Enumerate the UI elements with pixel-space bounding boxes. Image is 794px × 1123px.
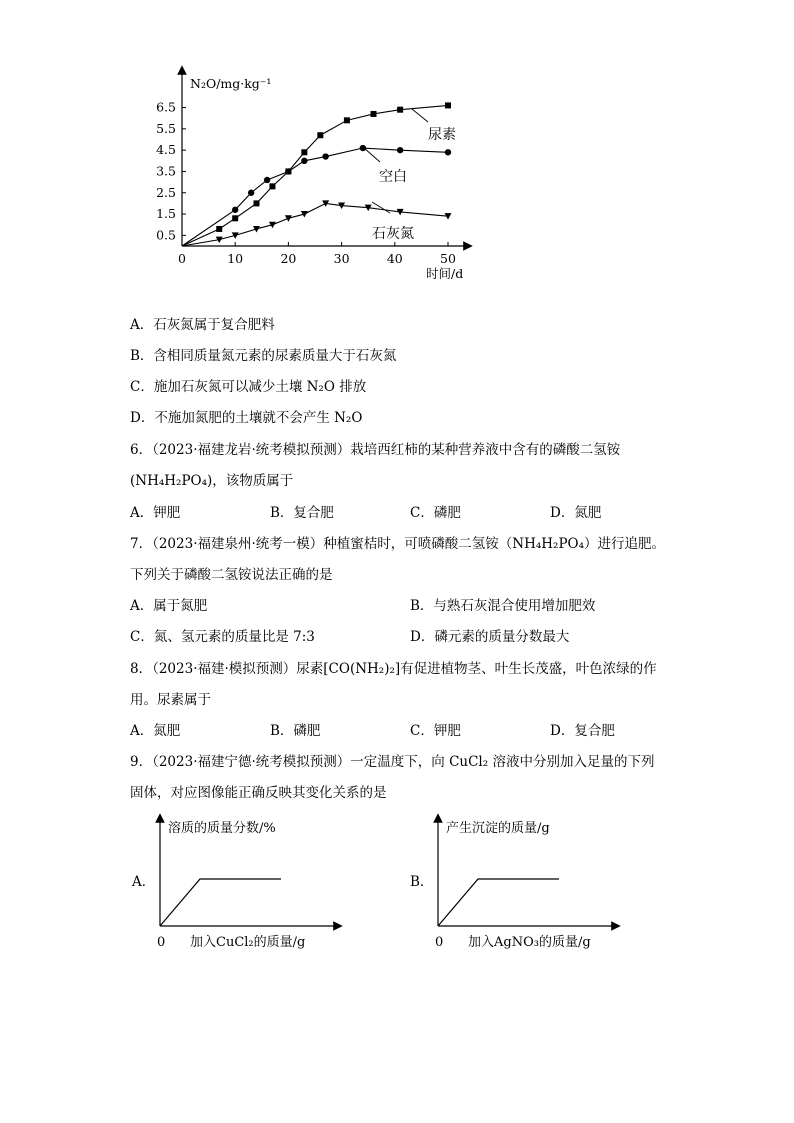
data-point-square [216,226,222,232]
q8-option-b[interactable]: B．磷肥 [270,723,321,739]
y-tick-label: 3.5 [156,163,176,179]
y-tick-label: 5.5 [156,120,176,136]
y-tick-label: 1.5 [156,206,176,222]
graph-a-origin: 0 [157,935,166,950]
graph-b-origin: 0 [435,935,444,950]
data-point-circle [285,168,291,174]
q6-option-d[interactable]: D．氮肥 [550,505,602,521]
q7-stem-line2: 下列关于磷酸二氢铵说法正确的是 [130,567,333,583]
data-point-square [317,132,323,138]
data-point-circle [264,177,270,183]
data-point-circle [322,153,328,159]
q7-option-b[interactable]: B．与熟石灰混合使用增加肥效 [410,598,596,614]
series-label-urea: 尿素 [428,127,456,143]
series-line-1 [182,105,448,246]
q8-option-c[interactable]: C．钾肥 [410,723,461,739]
q6-option-b[interactable]: B．复合肥 [270,505,334,521]
data-point-square [445,102,451,108]
data-point-circle [232,207,238,213]
series-label-blank: 空白 [379,169,407,185]
graph-a-x-label: 加入CuCl₂的质量/g [190,935,306,950]
x-tick-label: 30 [333,251,350,266]
q6-option-c[interactable]: C．磷肥 [410,505,461,521]
q7-option-c[interactable]: C．氮、氢元素的质量比是 7:3 [130,629,315,645]
q8-option-d[interactable]: D．复合肥 [550,723,615,739]
graph-a-y-label: 溶质的质量分数/% [168,821,276,836]
series-group [182,102,452,246]
data-point-circle [248,190,254,196]
data-point-circle [301,158,307,164]
y-tick-label: 4.5 [156,142,176,158]
x-tick-label: 10 [227,251,244,266]
x-tick-label: 20 [280,251,297,266]
q8-stem-line1: 8．（2023·福建·模拟预测）尿素[CO(NH₂)₂]有促进植物茎、叶生长茂盛，叶色浓绿的作 [130,661,657,677]
data-point-square [301,149,307,155]
data-point-square [344,117,350,123]
q6-stem-line2: (NH₄H₂PO₄)，该物质属于 [130,473,294,489]
graph-b-curve [438,879,559,926]
data-point-square [253,200,259,206]
q5-option-b[interactable]: B．含相同质量氮元素的尿素质量大于石灰氮 [130,348,397,364]
x-tick-label: 40 [386,251,403,266]
graph-b-x-label: 加入AgNO₃的质量/g [468,935,591,950]
x-axis-label: 时间/d [426,266,464,281]
q8-stem-line2: 用。尿素属于 [130,692,211,708]
graph-a-curve [160,879,281,926]
y-tick-label: 0.5 [156,227,176,243]
data-point-circle [445,149,451,155]
data-point-square [397,107,403,113]
x-tick-label: 0 [178,251,186,266]
leader-line-blank [364,148,380,162]
q6-option-a[interactable]: A．钾肥 [130,505,181,521]
graph-b-option-label: B． [410,874,434,890]
q9-graph-a[interactable] [128,808,348,958]
q9-graph-b[interactable] [406,808,626,958]
data-point-circle [360,145,366,151]
q5-option-a[interactable]: A．石灰氮属于复合肥料 [130,317,275,333]
q5-option-d[interactable]: D．不施加氮肥的土壤就不会产生 N₂O [130,410,363,426]
x-tick-label: 50 [440,251,456,266]
graph-b-y-label: 产生沉淀的质量/g [446,821,550,836]
n2o-emission-chart [150,62,480,287]
leader-line-urea [412,109,428,122]
graph-a-option-label: A． [132,874,156,890]
leader-line-cyanamide [372,202,390,213]
q8-option-a[interactable]: A．氮肥 [130,723,181,739]
q6-stem-line1: 6．（2023·福建龙岩·统考模拟预测）栽培西红柿的某种营养液中含有的磷酸二氢铵 [130,442,621,458]
q9-stem-line1: 9．（2023·福建宁德·统考模拟预测）一定温度下，向 CuCl₂ 溶液中分别加入足量的下列 [130,754,655,770]
series-labels [364,109,456,242]
y-tick-label: 6.5 [156,99,176,115]
y-axis-label: N₂O/mg·kg⁻¹ [190,76,272,91]
q5-option-c[interactable]: C．施加石灰氮可以减少土壤 N₂O 排放 [130,379,367,395]
q7-option-d[interactable]: D．磷元素的质量分数最大 [410,629,570,645]
data-point-triangle [285,215,292,222]
series-label-cyanamide: 石灰氮 [372,226,414,242]
data-point-square [371,111,377,117]
q9-stem-line2: 固体，对应图像能正确反映其变化关系的是 [130,785,387,801]
q7-option-a[interactable]: A．属于氮肥 [130,598,208,614]
q7-stem-line1: 7．（2023·福建泉州·统考一模）种植蜜桔时，可喷磷酸二氢铵（NH₄H₂PO₄）进行追肥。 [130,536,666,552]
data-point-circle [397,147,403,153]
y-tick-label: 2.5 [156,184,176,200]
data-point-square [232,215,238,221]
data-point-square [269,183,275,189]
